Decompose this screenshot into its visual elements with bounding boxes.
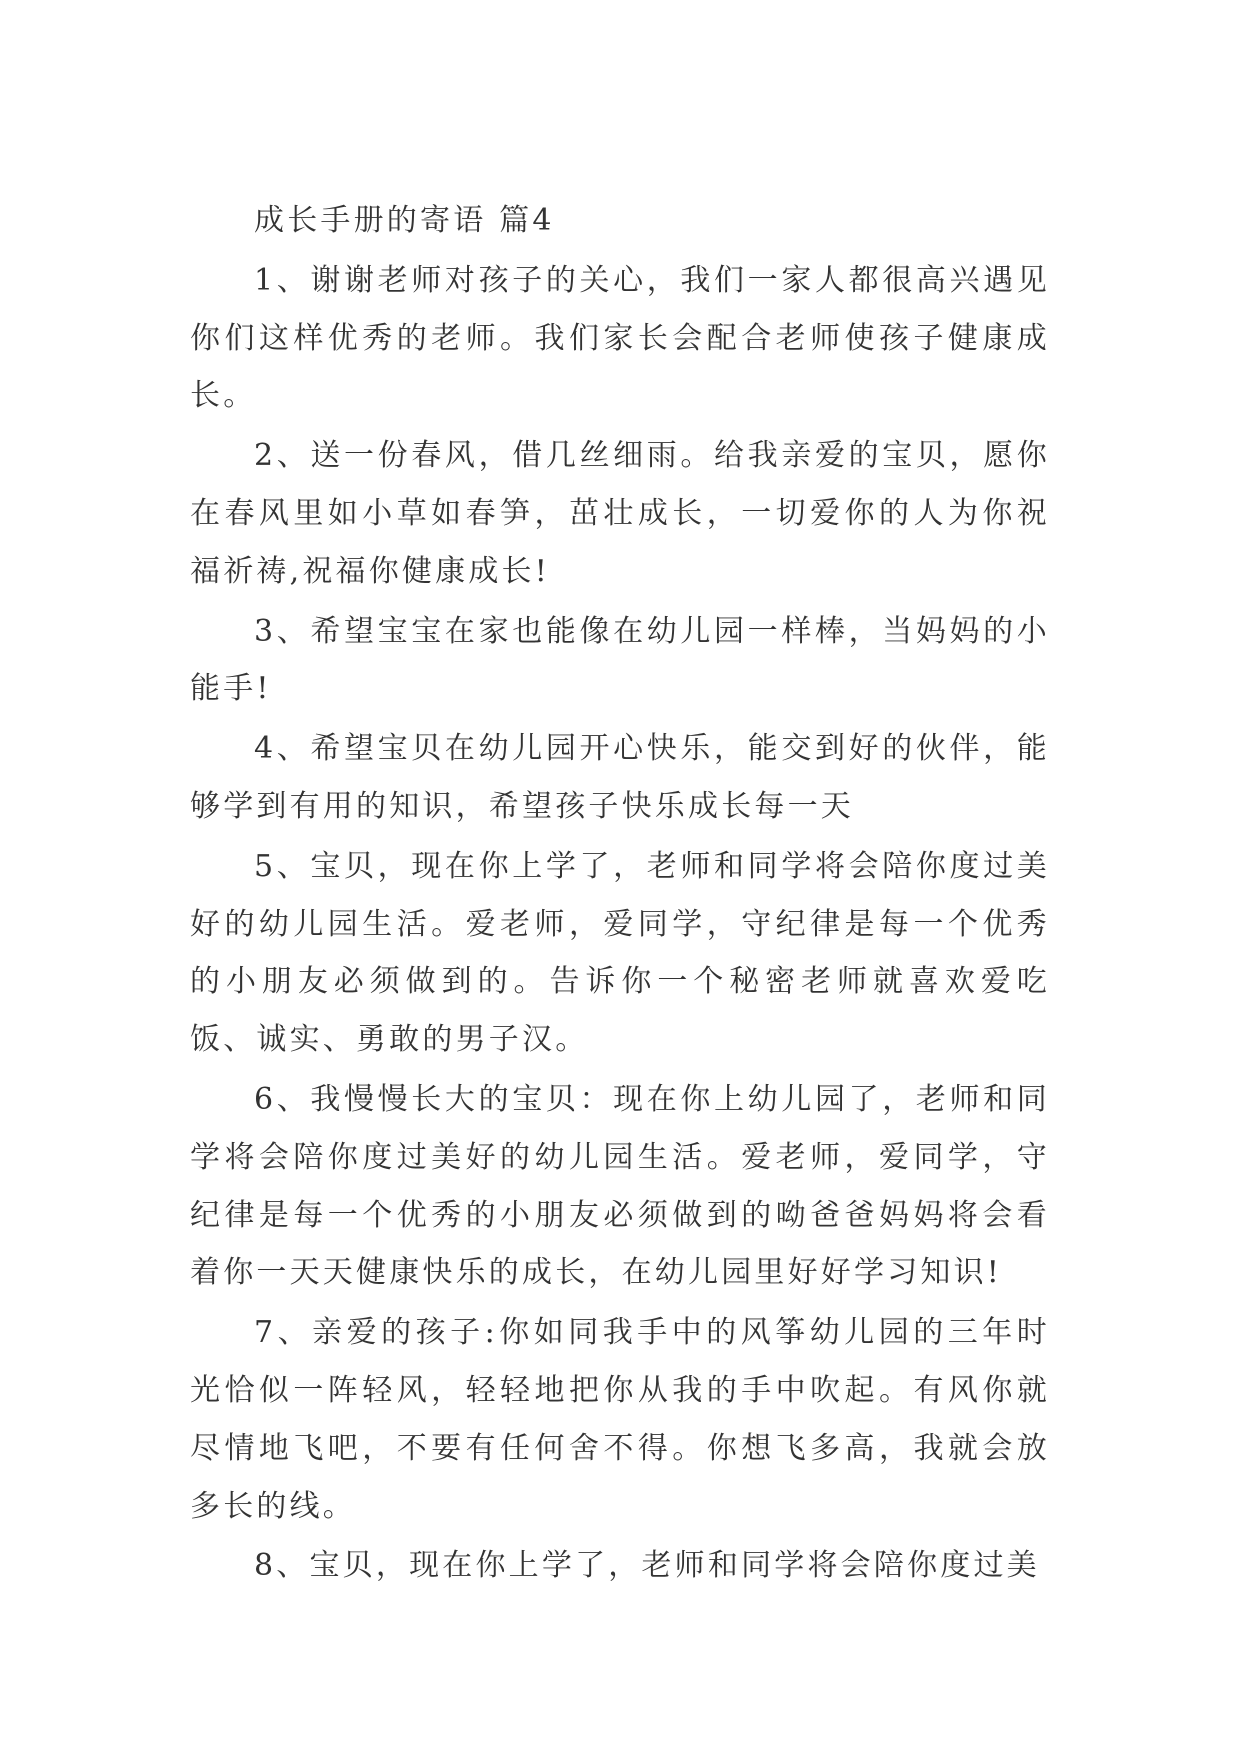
paragraph-6: 6、我慢慢长大的宝贝：现在你上幼儿园了，老师和同学将会陪你度过美好的幼儿园生活。爱老师，爱同学，守纪律是每一个优秀的小朋友必须做到的呦爸爸妈妈将会看着你一天天健康快乐的成长，在幼儿园里好好学习知识!	[190, 1081, 1050, 1291]
paragraph-5: 5、宝贝，现在你上学了，老师和同学将会陪你度过美好的幼儿园生活。爱老师，爱同学，守纪律是每一个优秀的小朋友必须做到的。告诉你一个秘密老师就喜欢爱吃饭、诚实、勇敢的男子汉。	[190, 848, 1050, 1058]
paragraph-4: 4、希望宝贝在幼儿园开心快乐，能交到好的伙伴，能够学到有用的知识，希望孩子快乐成长每一天	[190, 731, 1050, 824]
paragraph-8: 8、宝贝，现在你上学了，老师和同学将会陪你度过美	[254, 1548, 1040, 1584]
paragraph-3: 3、希望宝宝在家也能像在幼儿园一样棒，当妈妈的小能手!	[190, 613, 1050, 707]
document-body	[190, 192, 1050, 1597]
paragraph-2: 2、送一份春风，借几丝细雨。给我亲爱的宝贝，愿你在春风里如小草如春笋，茁壮成长，一切爱你的人为你祝福祈祷,祝福你健康成长!	[190, 438, 1050, 589]
paragraph-7: 7、亲爱的孩子:你如同我手中的风筝幼儿园的三年时光恰似一阵轻风，轻轻地把你从我的手中吹起。有风你就尽情地飞吧，不要有任何舍不得。你想飞多高，我就会放多长的线。	[190, 1315, 1050, 1524]
section-heading: 成长手册的寄语 篇4	[254, 203, 555, 238]
paragraph-1: 1、谢谢老师对孩子的关心，我们一家人都很高兴遇见你们这样优秀的老师。我们家长会配合老师使孩子健康成长。	[190, 262, 1050, 414]
